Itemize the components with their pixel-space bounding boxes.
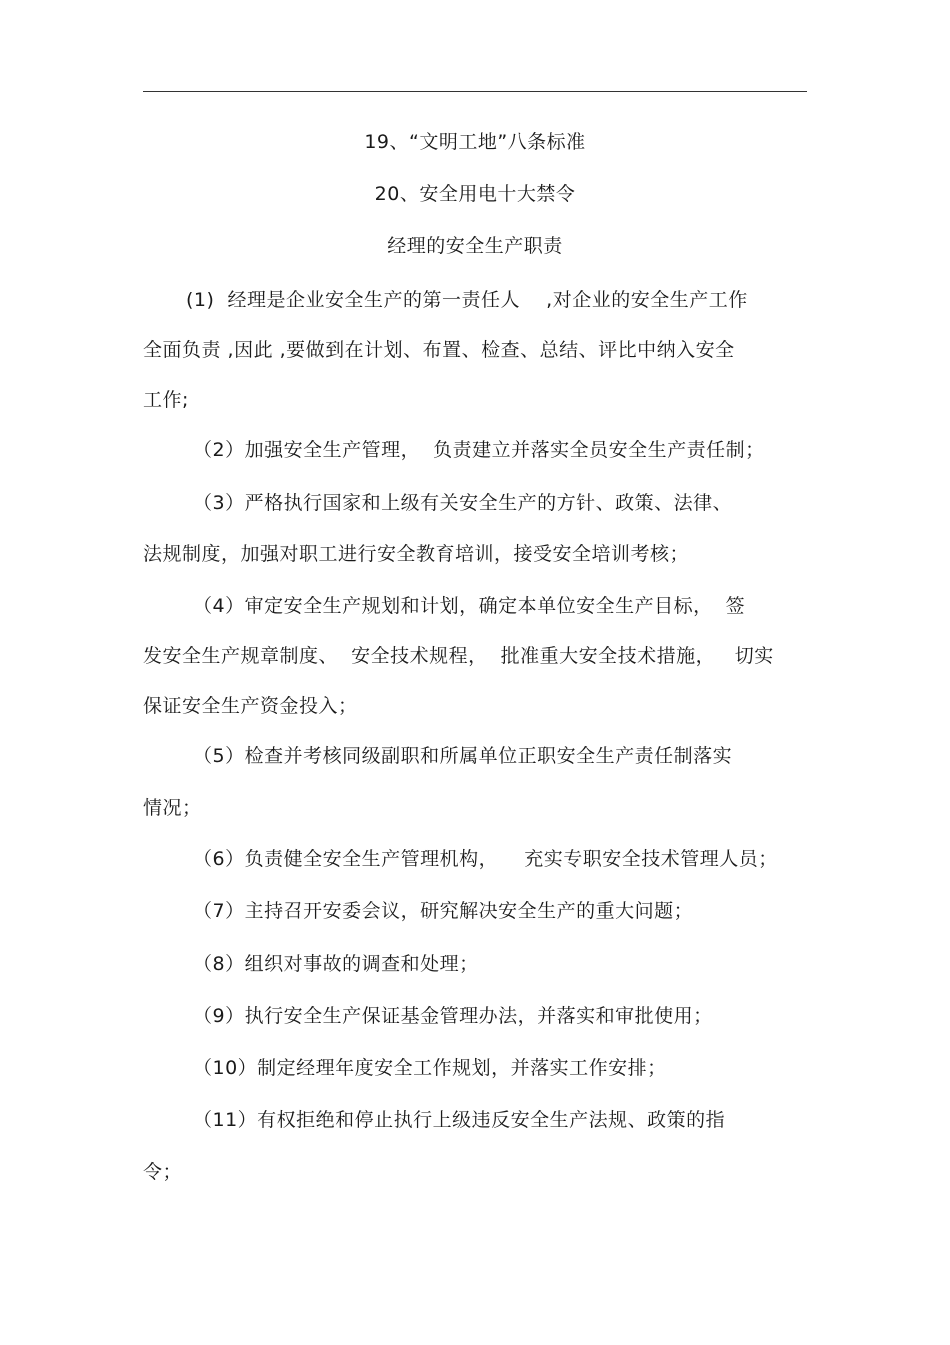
paragraph-line: 法规制度，加强对职工进行安全教育培训，接受安全培训考核； — [143, 543, 690, 565]
paragraph-line: （9）执行安全生产保证基金管理办法，并落实和审批使用； — [193, 1005, 713, 1027]
paragraph-line: （8）组织对事故的调查和处理； — [193, 953, 479, 975]
paragraph-line: 全面负责 ,因此 ,要做到在计划、布置、检查、总结、评比中纳入安全 — [143, 339, 735, 361]
paragraph-line: （2）加强安全生产管理， 负责建立并落实全员安全生产责任制； — [193, 439, 765, 461]
paragraph-line: （6）负责健全安全生产管理机构， 充实专职安全技术管理人员； — [193, 848, 778, 870]
heading-item-20: 20、安全用电十大禁令 — [374, 183, 576, 205]
paragraph-line: 令； — [143, 1161, 183, 1183]
paragraph-line: 工作; — [143, 389, 189, 411]
paragraph-line: （7）主持召开安委会议，研究解决安全生产的重大问题； — [193, 900, 694, 922]
header-rule — [143, 91, 807, 92]
paragraph-line: （11）有权拒绝和停止执行上级违反安全生产法规、政策的指 — [193, 1109, 726, 1131]
paragraph-line: (1) 经理是企业安全生产的第一责任人 ,对企业的安全生产工作 — [186, 289, 748, 311]
paragraph-line: （5）检查并考核同级副职和所属单位正职安全生产责任制落实 — [193, 745, 733, 767]
paragraph-line: （10）制定经理年度安全工作规划，并落实工作安排； — [193, 1057, 667, 1079]
section-title: 经理的安全生产职责 — [387, 235, 563, 257]
paragraph-line: 保证安全生产资金投入； — [143, 695, 358, 717]
paragraph-line: （4）审定安全生产规划和计划，确定本单位安全生产目标， 签 — [193, 595, 746, 617]
paragraph-line: 情况； — [143, 797, 202, 819]
paragraph-line: 发安全生产规章制度、 安全技术规程， 批准重大安全技术措施， 切实 — [143, 645, 774, 667]
paragraph-line: （3）严格执行国家和上级有关安全生产的方针、政策、法律、 — [193, 492, 733, 514]
heading-item-19: 19、“文明工地”八条标准 — [364, 131, 586, 153]
